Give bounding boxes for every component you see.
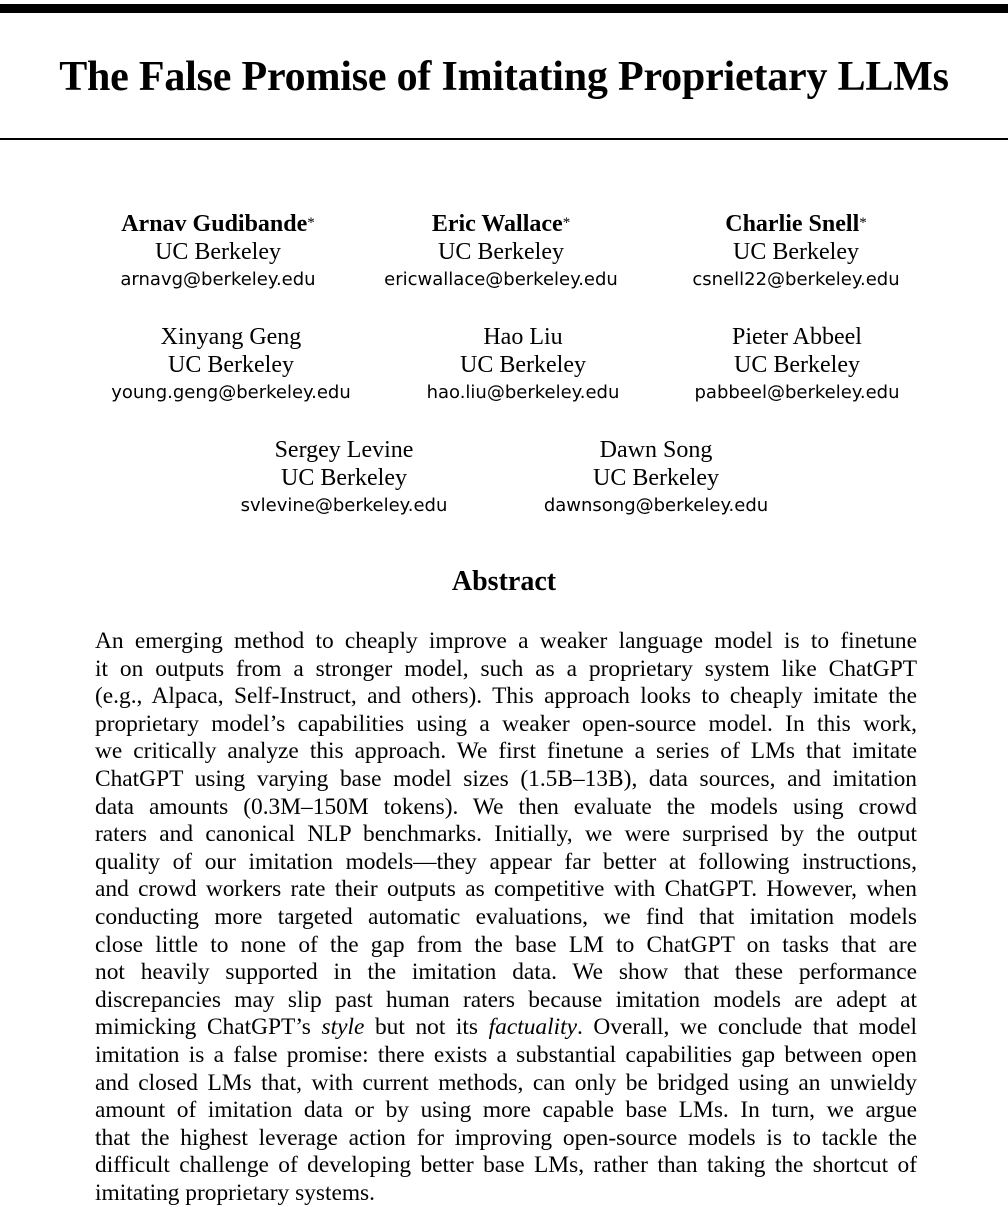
author-affiliation: UC Berkeley: [593, 465, 719, 491]
author-affiliation: UC Berkeley: [460, 352, 586, 378]
abstract-body: [95, 628, 917, 1207]
author-block: [647, 323, 947, 407]
abstract-line: and crowd workers rate their outputs as competitive with ChatGPT. However, when: [95, 876, 917, 903]
author-affiliation: UC Berkeley: [734, 352, 860, 378]
author-email[interactable]: svlevine@berkeley.edu: [240, 495, 448, 516]
emphasis-style: style: [321, 1014, 365, 1041]
author-email[interactable]: arnavg@berkeley.edu: [120, 269, 316, 290]
author-block: [194, 436, 494, 520]
equal-contribution-mark: *: [562, 215, 571, 231]
abstract-line: discrepancies may slip past human raters because imitation models are adept at: [95, 986, 917, 1013]
author-block: [351, 210, 651, 294]
abstract-line: data amounts (0.3M–150M tokens). We then evaluate the models using crowd: [95, 793, 917, 820]
abstract-line: we critically analyze this approach. We first finetune a series of LMs that imitate: [95, 738, 917, 765]
author-affiliation: UC Berkeley: [155, 239, 281, 265]
author-name: Arnav Gudibande*: [121, 211, 315, 237]
abstract-line-style: mimicking ChatGPT’s style but not its factuality. Overall, we conclude that model: [95, 1014, 917, 1041]
author-email[interactable]: dawnsong@berkeley.edu: [543, 495, 769, 516]
emphasis-factuality: factuality: [488, 1014, 577, 1041]
author-block: [373, 323, 673, 407]
author-affiliation: UC Berkeley: [733, 239, 859, 265]
author-name: Pieter Abbeel: [732, 324, 862, 350]
abstract-line: ChatGPT using varying base model sizes (1.5B–13B), data sources, and imitation: [95, 765, 917, 792]
author-affiliation: UC Berkeley: [281, 465, 407, 491]
author-block: [506, 436, 806, 520]
abstract-line: imitation is a false promise: there exists a substantial capabilities gap between open: [95, 1041, 917, 1068]
abstract-heading: Abstract: [451, 566, 557, 597]
author-block: [68, 210, 368, 294]
abstract-line: An emerging method to cheaply improve a weaker language model is to finetune: [95, 628, 917, 654]
equal-contribution-mark: *: [307, 215, 315, 231]
abstract-line: raters and canonical NLP benchmarks. Initially, we were surprised by the output: [95, 821, 917, 848]
author-email[interactable]: ericwallace@berkeley.edu: [384, 269, 618, 290]
paper-title: The False Promise of Imitating Proprietary LLMs: [59, 54, 949, 100]
author-name: Xinyang Geng: [160, 324, 302, 350]
abstract-line: conducting more targeted automatic evaluations, we find that imitation models: [95, 903, 917, 930]
title-rule: [0, 138, 1008, 140]
author-name: Charlie Snell*: [725, 211, 867, 237]
abstract-line: amount of imitation data or by using more capable base LMs. In turn, we argue: [95, 1097, 917, 1124]
author-block: [81, 323, 381, 407]
author-email[interactable]: young.geng@berkeley.edu: [111, 382, 351, 403]
author-email[interactable]: pabbeel@berkeley.edu: [694, 382, 900, 403]
author-name: Dawn Song: [599, 437, 713, 463]
abstract-line: quality of our imitation models—they appear far better at following instructions,: [95, 848, 917, 875]
abstract-line: close little to none of the gap from the base LM to ChatGPT on tasks that are: [95, 931, 917, 958]
author-email[interactable]: csnell22@berkeley.edu: [692, 269, 900, 290]
abstract-line: difficult challenge of developing better base LMs, rather than taking the shortcut of: [95, 1152, 917, 1179]
author-name: Hao Liu: [483, 324, 563, 350]
abstract-line: that the highest leverage action for improving open-source models is to tackle the: [95, 1124, 917, 1151]
abstract-line: imitating proprietary systems.: [95, 1179, 375, 1206]
abstract-line: and closed LMs that, with current methods, can only be bridged using an unwieldy: [95, 1069, 917, 1096]
author-affiliation: UC Berkeley: [438, 239, 564, 265]
author-email[interactable]: hao.liu@berkeley.edu: [426, 382, 620, 403]
author-name: Sergey Levine: [274, 437, 414, 463]
equal-contribution-mark: *: [859, 215, 867, 231]
top-rule: [0, 4, 1008, 13]
abstract-line: (e.g., Alpaca, Self-Instruct, and others). This approach looks to cheaply imitate the: [95, 683, 917, 710]
abstract-line: it on outputs from a stronger model, such as a proprietary system like ChatGPT: [95, 655, 917, 682]
author-affiliation: UC Berkeley: [168, 352, 294, 378]
author-name: Eric Wallace*: [431, 211, 571, 237]
abstract-line: not heavily supported in the imitation data. We show that these performance: [95, 959, 917, 986]
author-block: [646, 210, 946, 294]
abstract-line: proprietary model’s capabilities using a weaker open-source model. In this work,: [95, 710, 917, 737]
